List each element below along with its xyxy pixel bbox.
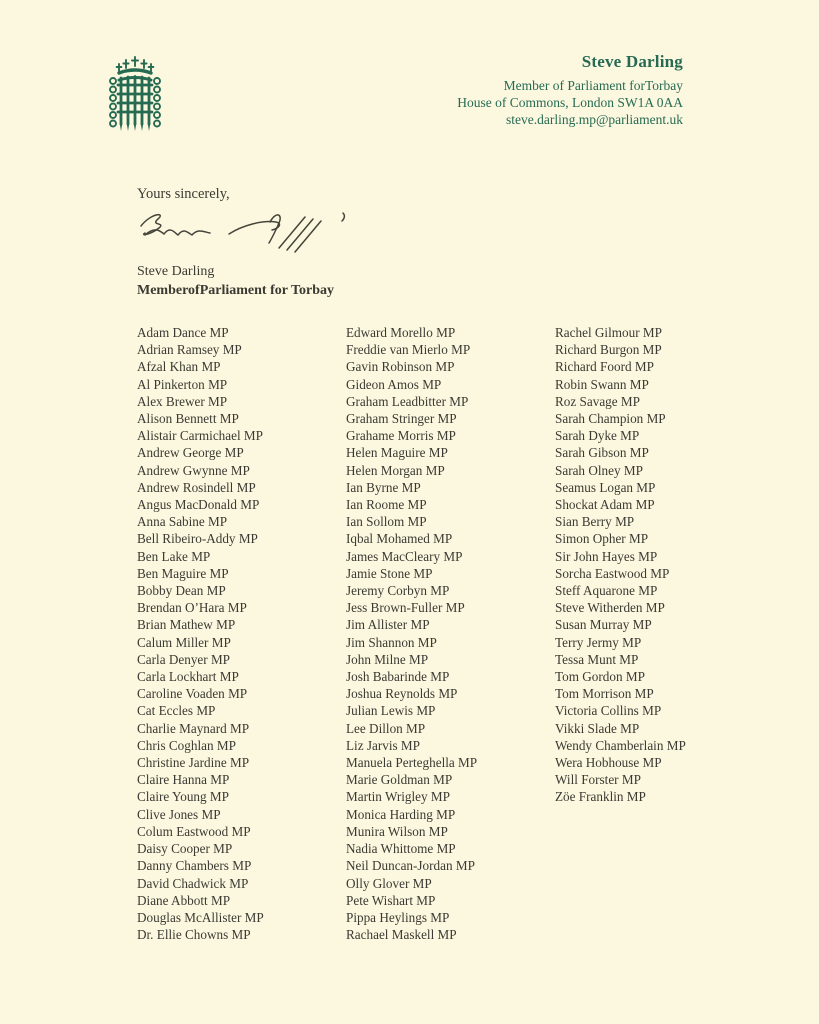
signatory-name-item: Vikki Slade MP [555, 720, 640, 736]
signatory-name-item: Josh Babarinde MP [346, 669, 450, 685]
signatory-name-item: Ian Byrne MP [346, 479, 421, 495]
signatory-name-item: Cat Eccles MP [137, 703, 216, 719]
signatory-name-item: Rachael Maskell MP [346, 927, 457, 943]
signatory-name-item: Sarah Champion MP [555, 411, 666, 427]
signatory-name-item: Calum Miller MP [137, 634, 231, 650]
signatory-name-item: Ben Lake MP [137, 548, 211, 564]
signatory-name-item: Pippa Heylings MP [346, 909, 450, 925]
co-signatory-list [137, 324, 764, 943]
signatory-name-item: Roz Savage MP [555, 393, 640, 409]
signatory-column-3 [555, 324, 764, 943]
signatory-name-item: Bobby Dean MP [137, 583, 226, 599]
signatory-name-item: Colum Eastwood MP [137, 823, 251, 839]
signatory-title: MemberofParliament for Torbay [137, 283, 335, 298]
signatory-name-item: Afzal Khan MP [137, 359, 221, 375]
signatory-name-item: Steve Witherden MP [555, 600, 665, 616]
handwritten-signature [131, 203, 356, 259]
signatory-name-item: Charlie Maynard MP [137, 720, 250, 736]
signatory-name-item: Olly Glover MP [346, 875, 432, 891]
signatory-name-item: Victoria Collins MP [555, 703, 662, 719]
valediction: Yours sincerely, [137, 186, 230, 202]
signatory-name-item: Sorcha Eastwood MP [555, 565, 670, 581]
signatory-name-item: Liz Jarvis MP [346, 737, 420, 753]
signatory-name-item: Sian Berry MP [555, 514, 635, 530]
signatory-name-item: Jess Brown-Fuller MP [346, 600, 465, 616]
letterhead-address: House of Commons, London SW1A 0AA [457, 95, 683, 110]
signatory-name-item: Gideon Amos MP [346, 376, 442, 392]
portcullis-logo-icon [106, 54, 164, 136]
signatory-name-item: Robin Swann MP [555, 376, 649, 392]
signatory-name-item: Clive Jones MP [137, 806, 221, 822]
signatory-name-item: David Chadwick MP [137, 875, 249, 891]
signatory-name-item: Douglas McAllister MP [137, 909, 264, 925]
signatory-name-item: Richard Burgon MP [555, 342, 662, 358]
signatory-name-item: Claire Hanna MP [137, 772, 230, 788]
signatory-name-item: Iqbal Mohamed MP [346, 531, 453, 547]
signatory-name-item: Carla Lockhart MP [137, 669, 239, 685]
letterhead-role: Member of Parliament forTorbay [503, 78, 683, 93]
signatory-name-item: Brendan O’Hara MP [137, 600, 247, 616]
signatory-name-item: Christine Jardine MP [137, 755, 250, 771]
signatory-name-item: Nadia Whittome MP [346, 841, 456, 857]
signatory-name-item: Daisy Cooper MP [137, 841, 233, 857]
signatory-name-item: Sarah Gibson MP [555, 445, 649, 461]
signatory-name-item: Edward Morello MP [346, 325, 456, 340]
signatory-column-2 [346, 324, 555, 943]
signatory-name-item: Wendy Chamberlain MP [555, 737, 686, 753]
signatory-name-item: Andrew George MP [137, 445, 244, 461]
signatory-name-item: Simon Opher MP [555, 531, 649, 547]
signatory-name-item: Will Forster MP [555, 772, 641, 788]
signatory-name-item: Ian Sollom MP [346, 514, 427, 530]
signatory-name-item: Martin Wrigley MP [346, 789, 450, 805]
signatory-name-item: Brian Mathew MP [137, 617, 236, 633]
signatory-name-item: John Milne MP [346, 651, 429, 667]
signatory-name-item: Steff Aquarone MP [555, 583, 658, 599]
signatory-name-item: Sarah Dyke MP [555, 428, 640, 444]
signatory-name-item: Freddie van Mierlo MP [346, 342, 471, 358]
signatory-name-item: Tom Morrison MP [555, 686, 654, 702]
signatory-name-item: Graham Leadbitter MP [346, 393, 469, 409]
letterhead-name: Steve Darling [581, 52, 683, 71]
letterhead [457, 52, 683, 128]
signatory-name-item: Sir John Hayes MP [555, 548, 658, 564]
signatory-name-item: Susan Murray MP [555, 617, 652, 633]
signatory-name-item: Diane Abbott MP [137, 892, 231, 908]
signatory-name-item: Alex Brewer MP [137, 393, 228, 409]
signatory-name-item: Joshua Reynolds MP [346, 686, 458, 702]
signatory-name-item: Chris Coghlan MP [137, 737, 236, 753]
signatory-name-item: Al Pinkerton MP [137, 376, 228, 392]
signatory-name-item: Angus MacDonald MP [137, 497, 260, 513]
signatory-name-item: Rachel Gilmour MP [555, 325, 662, 340]
signatory-name-item: Seamus Logan MP [555, 479, 656, 495]
signatory-name-item: Tessa Munt MP [555, 651, 639, 667]
signatory-name: Steve Darling [137, 264, 215, 279]
signatory-name-item: Ben Maguire MP [137, 565, 229, 581]
signatory-name-item: Richard Foord MP [555, 359, 654, 375]
signatory-name-item: Caroline Voaden MP [137, 686, 248, 702]
signatory-name-item: Sarah Olney MP [555, 462, 643, 478]
signatory-name-item: Jeremy Corbyn MP [346, 583, 450, 599]
signatory-name-item: Tom Gordon MP [555, 669, 645, 685]
signatory-name-item: Grahame Morris MP [346, 428, 456, 444]
signatory-name-item: Alistair Carmichael MP [137, 428, 263, 444]
signatory-name-item: Helen Morgan MP [346, 462, 445, 478]
signatory-name-item: Danny Chambers MP [137, 858, 252, 874]
signatory-name-item: Bell Ribeiro-Addy MP [137, 531, 258, 547]
signatory-name-item: Ian Roome MP [346, 497, 427, 513]
signatory-name-item: Manuela Perteghella MP [346, 755, 478, 771]
signatory-name-item: James MacCleary MP [346, 548, 463, 564]
letterhead-email: steve.darling.mp@parliament.uk [505, 112, 683, 127]
signatory-name-item: Lee Dillon MP [346, 720, 426, 736]
signatory-name-item: Julian Lewis MP [346, 703, 436, 719]
signatory-name-item: Monica Harding MP [346, 806, 456, 822]
signatory-name-item: Marie Goldman MP [346, 772, 453, 788]
signatory-name-item: Dr. Ellie Chowns MP [137, 927, 251, 943]
signatory-name-item: Jamie Stone MP [346, 565, 433, 581]
signatory-name-item: Helen Maguire MP [346, 445, 448, 461]
signatory-name-item: Jim Shannon MP [346, 634, 437, 650]
signatory-name-item: Wera Hobhouse MP [555, 755, 662, 771]
signatory-name-item: Neil Duncan-Jordan MP [346, 858, 475, 874]
signatory-name-item: Adrian Ramsey MP [137, 342, 242, 358]
signatory-name-item: Munira Wilson MP [346, 823, 448, 839]
signatory-name-item: Graham Stringer MP [346, 411, 457, 427]
signatory-name-item: Pete Wishart MP [346, 892, 436, 908]
signatory-name-item: Adam Dance MP [137, 325, 229, 340]
signatory-name-item: Anna Sabine MP [137, 514, 228, 530]
signatory-name-item: Carla Denyer MP [137, 651, 231, 667]
signatory-name-item: Gavin Robinson MP [346, 359, 455, 375]
signatory-name-item: Claire Young MP [137, 789, 229, 805]
signatory-name-item: Andrew Rosindell MP [137, 479, 256, 495]
signatory-name-item: Terry Jermy MP [555, 634, 642, 650]
signatory-column-1 [137, 324, 346, 943]
signatory-name-item: Jim Allister MP [346, 617, 430, 633]
signatory-name-item: Alison Bennett MP [137, 411, 239, 427]
signatory-name-item: Shockat Adam MP [555, 497, 655, 513]
signatory-name-item: Andrew Gwynne MP [137, 462, 250, 478]
signatory-name-item: Zöe Franklin MP [555, 789, 646, 805]
